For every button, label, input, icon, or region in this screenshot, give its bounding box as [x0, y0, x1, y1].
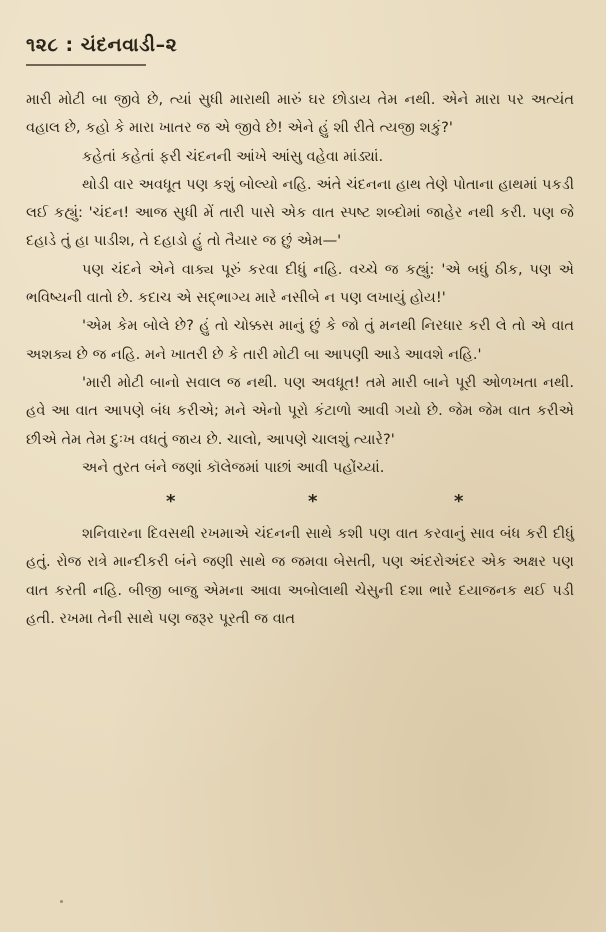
page-body [26, 86, 574, 633]
paragraph-3: થોડી વાર અવધૂત પણ કશું બોલ્યો નહિ. અંતે ચંદનના હાથ તેણે પોતાના હાથમાં પકડી લઈ કહ્યું: 'ચંદન! આજ સુધી મેં તારી પાસે એક વાત સ્પષ્ટ શબ્દોમાં જાહેર નથી કરી. પણ જે દહાડે તું હા પાડીશ, તે દહાડો હું તો તૈયાર જ છું એમ—' [26, 175, 574, 250]
paragraph-5: 'એમ કેમ બોલે છે? હું તો ચોક્કસ માનું છું કે જો તું મનથી નિરધાર કરી લે તો એ વાત અશક્ય છે જ નહિ. મને ખાતરી છે કે તારી મોટી બા આપણી આડે આવશે નહિ.' [26, 317, 574, 363]
section-separator [26, 486, 574, 518]
separator-star: * [454, 491, 464, 513]
separator-star: * [308, 491, 318, 513]
paragraph-7: અને તુરત બંને જણાં કૉલેજમાં પાછાં આવી પહોંચ્યાં. [82, 458, 385, 476]
header-underline [26, 64, 146, 66]
paragraph-6: 'મારી મોટી બાનો સવાલ જ નથી. પણ અવધૂત! તમે મારી બાને પૂરી ઓળખતા નથી. હવે આ વાત આપણે બંધ કરીએ; મને એનો પૂરો કંટાળો આવી ગયો છે. જેમ જેમ વાત કરીએ છીએ તેમ તેમ દુઃખ વધતું જાય છે. ચાલો, આપણે ચાલશું ત્યારે?' [26, 373, 574, 448]
page-header: ૧૨૮ : ચંદનવાડી–૨ [26, 34, 178, 56]
paragraph-2: કહેતાં કહેતાં ફરી ચંદનની આંખે આંસુ વહેવા માંડ્યાં. [82, 147, 384, 165]
paragraph-1: મારી મોટી બા જીવે છે, ત્યાં સુધી મારાથી મારું ઘર છોડાય તેમ નથી. એને મારા પર અત્યંત વહાલ છે, કહો કે મારા ખાતર જ એ જીવે છે! એને હું શી રીતે ત્યજી શકું?' [26, 91, 574, 137]
paper-speck [60, 900, 63, 903]
paragraph-8: શનિવારના દિવસથી રખમાએ ચંદનની સાથે કશી પણ વાત કરવાનું સાવ બંધ કરી દીધું હતું. રોજ રાત્રે માન્દીકરી બંને જણી સાથે જ જમવા બેસતી, પણ અંદરોઅંદર એક અક્ષર પણ વાત કરતી નહિ. બીજી બાજુ એમના આવા અબોલાથી ચેસુની દશા ભારે દયાજનક થઈ પડી હતી. રખમા તેની સાથે પણ જરૂર પૂરતી જ વાત [26, 525, 574, 628]
paragraph-4: પણ ચંદને એને વાક્ય પૂરું કરવા દીધું નહિ. વચ્ચે જ કહ્યું: 'એ બધું ઠીક, પણ એ ભવિષ્યની વાતો છે. કદાચ એ સદ્ભાગ્ય મારે નસીબે ન પણ લખાયું હોય!' [26, 260, 574, 307]
separator-star: * [166, 491, 176, 513]
